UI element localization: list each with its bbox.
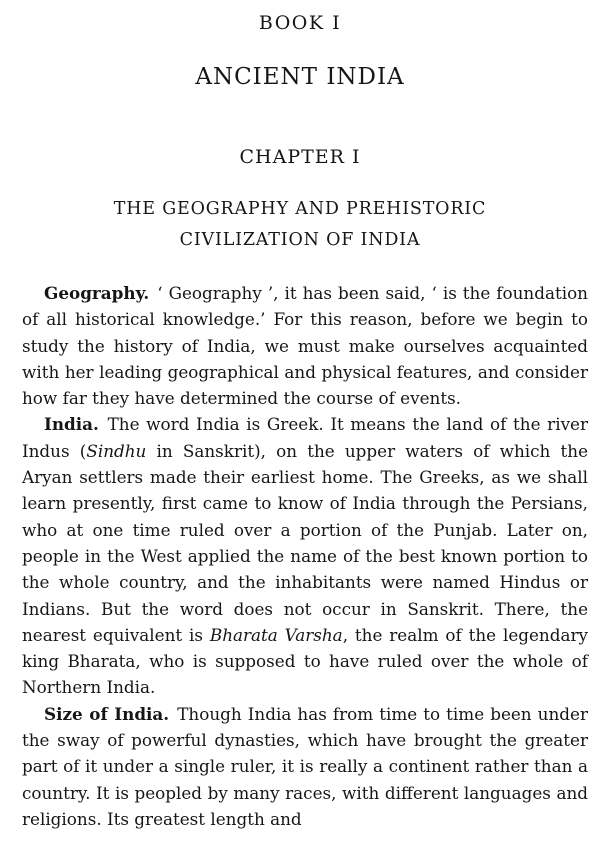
chapter-title-line-1: THE GEOGRAPHY AND PREHISTORIC [113, 199, 487, 219]
part-title: ANCIENT INDIA [195, 64, 405, 90]
body-text [22, 280, 588, 832]
paragraph-size-of-india [22, 701, 588, 832]
paragraph-text: , the realm of the legendary king Bharata, who is supposed to have ruled over the whole of Northern India. [22, 624, 588, 698]
paragraph-text: ‘ Geography ’, it has been said, ‘ is the foundation of all historical knowledge.’ For this reason, before we begin to study the history of India, we must make ourselves acquainted with her leading geographical and physical features, and consider how far they have determined the course of events. [22, 283, 588, 409]
side-heading-size-of-india: Size of India. [44, 703, 170, 724]
book-number: BOOK I [258, 12, 342, 34]
chapter-title-line-2: CIVILIZATION OF INDIA [179, 230, 421, 250]
italic-term-bharata-varsha: Bharata Varsha [209, 624, 343, 645]
chapter-number: CHAPTER I [239, 146, 361, 168]
side-heading-india: India. [44, 414, 99, 435]
paragraph-text: Though India has from time to time been under the sway of powerful dynasties, which have brought the greater part of it under a single ruler, it is really a continent rather than a country. It is peopled by many races, with different languages and religions. Its greatest length and [22, 703, 588, 829]
paragraph-text: in Sanskrit), on the upper waters of which the Aryan settlers made their earliest home. The Greeks, as we shall learn presently, first came to know of India through the Persians, who at one time ruled over a portion of the Punjab. Later on, people in the West applied the name of the best known portion to the whole country, and the inhabitants were named Hindus or Indians. But the word does not occur in Sanskrit. There, the nearest equivalent is [22, 440, 588, 645]
italic-term-sindhu: Sindhu [86, 440, 147, 461]
side-heading-geography: Geography. [44, 283, 150, 303]
paragraph-geography [22, 280, 588, 411]
paragraph-text: The word India is Greek. It means the land of the river Indus ( [22, 414, 588, 461]
paragraph-india [22, 411, 588, 700]
